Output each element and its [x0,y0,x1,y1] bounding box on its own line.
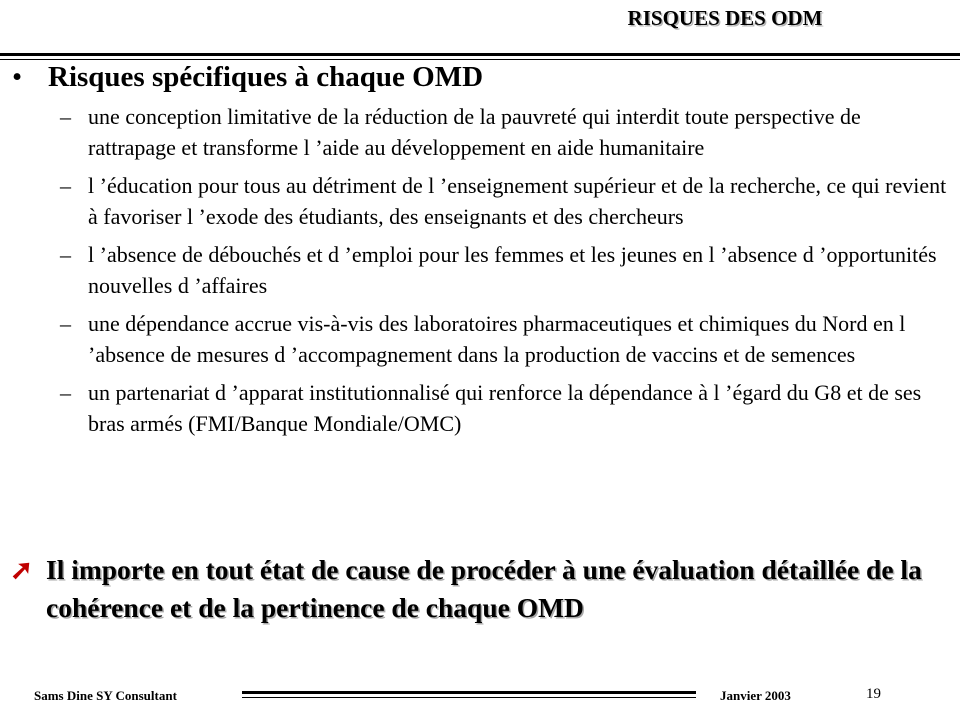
footer-author: Sams Dine SY Consultant [34,688,177,703]
dash-icon: – [60,173,71,198]
conclusion [10,551,950,627]
slide-title: RISQUES DES ODM [627,6,823,30]
dash-icon: – [60,242,71,267]
header-rule-thick [0,53,960,56]
sub-item-text: un partenariat d ’apparat institutionnalisé qui renforce la dépendance à l ’égard du G8 et de ses bras armés (FMI/Banque Mondiale/OMC) [88,380,922,436]
bullet-dot-icon: • [12,61,23,93]
sub-item [60,101,950,163]
main-bullet-text: Risques spécifiques à chaque OMD [48,61,484,93]
conclusion-text: Il importe en tout état de cause de procéder à une évaluation détaillée de la cohérence et de la pertinence de chaque OMD [46,554,922,623]
arrow-up-right-icon: ➚ [10,554,34,585]
sub-list [60,101,950,446]
dash-icon: – [60,311,71,336]
dash-icon: – [60,104,71,129]
sub-item-text: une dépendance accrue vis-à-vis des laboratoires pharmaceutiques et chimiques du Nord en l ’absence de mesures d ’accompagnement dans la production de vaccins et de semences [88,311,906,367]
sub-item [60,377,950,439]
sub-item-text: l ’éducation pour tous au détriment de l ’enseignement supérieur et de la recherche, ce qui revient à favoriser l ’exode des étudiants, des enseignants et des chercheurs [88,173,947,229]
sub-item [60,170,950,232]
sub-item [60,239,950,301]
footer-date: Janvier 2003 [720,688,791,703]
footer-rule-thin [242,697,696,698]
page-number: 19 [866,686,881,702]
sub-item [60,308,950,370]
sub-item-text: l ’absence de débouchés et d ’emploi pour les femmes et les jeunes en l ’absence d ’opportunités nouvelles d ’affaires [88,242,937,298]
footer-rule-thick [242,691,696,694]
sub-item-text: une conception limitative de la réduction de la pauvreté qui interdit toute perspective de rattrapage et transforme l ’aide au développement en aide humanitaire [88,104,861,160]
dash-icon: – [60,380,71,405]
